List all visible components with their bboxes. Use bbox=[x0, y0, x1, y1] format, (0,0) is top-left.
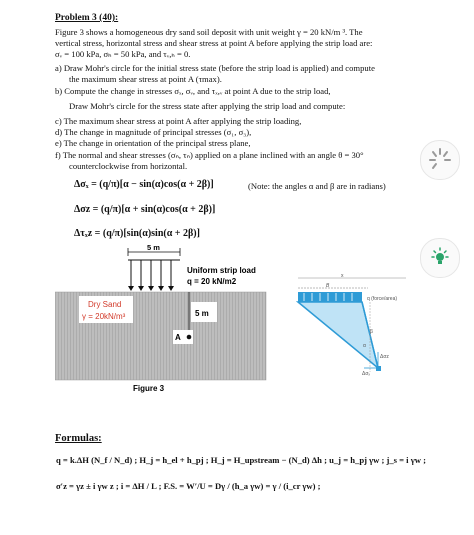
soil-label-2: γ = 20kN/m³ bbox=[82, 312, 126, 321]
question-e: e) The change in orientation of the principal stress plane, bbox=[55, 138, 251, 148]
loading-spinner-button[interactable] bbox=[420, 140, 460, 180]
question-a-line-1: a) Draw Mohr's circle for the initial stress state (before the strip load is applied) and compute bbox=[55, 63, 375, 73]
spinner-icon bbox=[421, 141, 459, 179]
strip-load-stress-diagram bbox=[296, 272, 410, 380]
question-f-line-2: counterclockwise from horizontal. bbox=[69, 161, 188, 171]
delta-sigma-x-label: Δσₓ bbox=[362, 371, 371, 377]
stress-wedge bbox=[298, 302, 378, 368]
question-f-line-1: f) The normal and shear stresses (σₙ, τₙ) applied on a plane inclined with an angle θ = 30° bbox=[55, 150, 364, 160]
question-c: c) The maximum shear stress at point A after applying the strip loading, bbox=[55, 116, 302, 126]
equation-delta-tau-xz: Δτₓz = (q/π)[sin(α)sin(α + 2β)] bbox=[74, 228, 200, 239]
lightbulb-icon bbox=[421, 239, 459, 277]
formulas-line-1: q = k.ΔH (N_f / N_d) ; H_j = h_el + h_pj ; H_j = H_upstream − (N_d) Δh ; u_j = h_pj γw ; j_s = i γw ; bbox=[56, 455, 426, 465]
formulas-title: Formulas: bbox=[55, 433, 102, 444]
equation-note: (Note: the angles α and β are in radians) bbox=[248, 181, 386, 191]
b-label: B bbox=[326, 283, 330, 289]
question-b-line-1: b) Compute the change in stresses σₓ, σᵥ, and τₓ,ᵥ at point A due to the strip load, bbox=[55, 86, 331, 96]
intro-line-2: vertical stress, horizontal stress and shear stress at point A before applying the strip load are: bbox=[55, 38, 373, 48]
load-label-2: q = 20 kN/m2 bbox=[187, 277, 237, 286]
depth-label: 5 m bbox=[195, 309, 209, 318]
figure-caption: Figure 3 bbox=[133, 384, 165, 393]
intro-line-3: σᵥ = 100 kPa, σₕ = 50 kPa, and τᵥ,ₕ = 0. bbox=[55, 49, 191, 59]
point-a-label: A bbox=[175, 333, 181, 342]
question-b-line-2: Draw Mohr's circle for the stress state after applying the strip load and compute: bbox=[69, 101, 346, 111]
alpha-label: α bbox=[363, 343, 366, 349]
delta-sigma-z-label: Δσz bbox=[380, 354, 389, 360]
beta-label: β bbox=[370, 329, 373, 335]
equation-delta-sigma-x: Δσₓ = (q/π)[α − sin(α)cos(α + 2β)] bbox=[74, 179, 214, 190]
point-a-marker bbox=[187, 335, 192, 340]
soil-label-1: Dry Sand bbox=[88, 300, 122, 309]
q-label: q (force/area) bbox=[367, 296, 398, 302]
figure-3-diagram bbox=[55, 244, 270, 410]
intro-line-1: Figure 3 shows a homogeneous dry sand soil deposit with unit weight γ = 20 kN/m ³. The bbox=[55, 27, 363, 37]
stress-element bbox=[376, 366, 381, 371]
load-label-1: Uniform strip load bbox=[187, 266, 256, 275]
strip-load-arrows bbox=[128, 260, 180, 291]
equation-delta-sigma-z: Δσz = (q/π)[α + sin(α)cos(α + 2β)] bbox=[74, 204, 216, 215]
hint-lightbulb-button[interactable] bbox=[420, 238, 460, 278]
formulas-line-2: σ′z = γz ± i γw z ; i = ΔH / L ; F.S. = W′/U = Dγ / (h_a γw) = γ / (i_cr γw) ; bbox=[56, 481, 321, 491]
question-a-line-2: the maximum shear stress at point A (τmax). bbox=[69, 74, 222, 84]
question-d: d) The change in magnitude of principal stresses (σ₁, σ₃), bbox=[55, 127, 252, 137]
x-axis-label: x bbox=[341, 273, 344, 279]
problem-title: Problem 3 (40): bbox=[55, 13, 119, 23]
width-label: 5 m bbox=[147, 244, 160, 252]
